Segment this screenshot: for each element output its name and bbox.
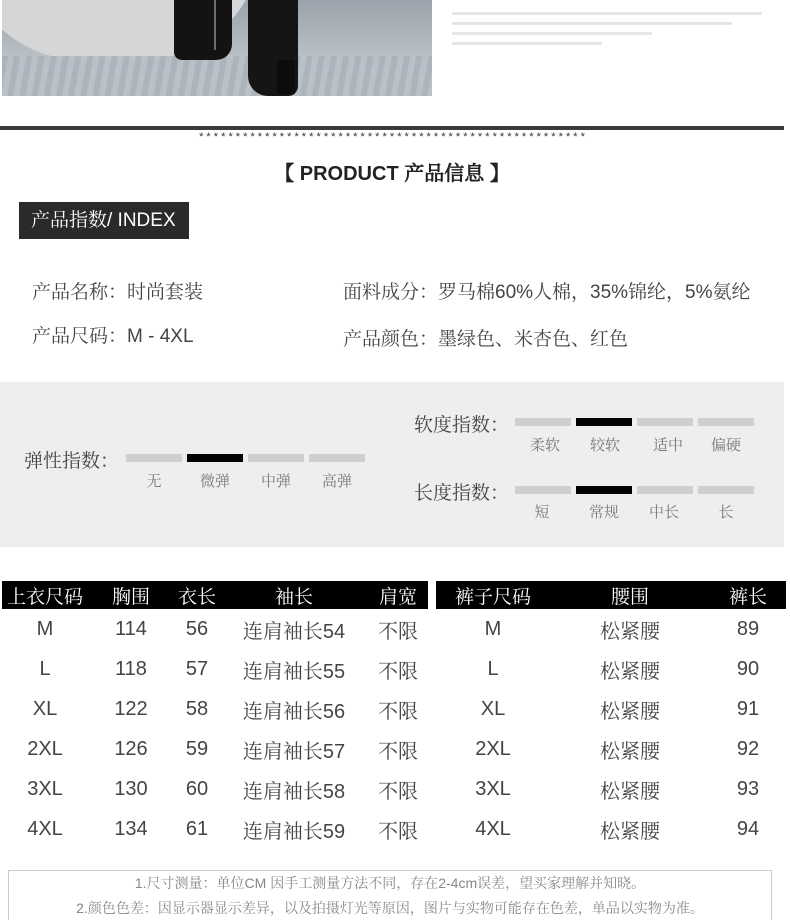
table-cell: 122	[114, 697, 148, 720]
softness-option: 柔软	[529, 437, 560, 454]
softness-option: 适中	[652, 437, 683, 454]
table-cell: 连肩袖长57	[242, 740, 346, 763]
length-option: 常规	[588, 504, 619, 521]
table-cell: M	[36, 617, 54, 640]
section-title: 【 PRODUCT 产品信息 】	[274, 163, 510, 185]
softness-bar-1	[576, 418, 632, 426]
table-cell: 连肩袖长59	[242, 820, 346, 843]
column-gap	[428, 581, 436, 609]
length-option: 短	[534, 504, 550, 521]
product-size: 产品尺码：M - 4XL	[32, 326, 194, 347]
size-table-header	[2, 581, 786, 609]
column-gap	[428, 809, 436, 849]
table-cell: 2XL	[27, 737, 63, 760]
elasticity-bar-0	[126, 454, 182, 462]
elasticity-bar-2	[248, 454, 304, 462]
table-cell: 不限	[378, 740, 418, 763]
note-line: 2.颜色色差：因显示器显示差异，以及拍摄灯光等原因，图片与实物可能存在色差，单品以实物为准。	[76, 900, 704, 916]
product-fabric: 面料成分：罗马棉60%人棉，35%锦纶，5%氨纶	[343, 282, 751, 303]
table-cell: 松紧腰	[600, 740, 660, 763]
table-cell: M	[484, 617, 502, 640]
softness-option: 较软	[589, 437, 620, 454]
table-cell: XL	[480, 697, 506, 720]
table-cell: 松紧腰	[600, 660, 660, 683]
elasticity-option: 中弹	[260, 473, 291, 490]
table-cell: 58	[185, 697, 209, 720]
length-bar-1	[576, 486, 632, 494]
boot-heel	[277, 60, 295, 94]
length-option: 中长	[648, 504, 679, 521]
softness-bar-2	[637, 418, 693, 426]
table-cell: 连肩袖长55	[242, 660, 346, 683]
table-cell: 不限	[378, 820, 418, 843]
table-cell: 松紧腰	[600, 820, 660, 843]
table-cell: 不限	[378, 660, 418, 683]
table-cell: 连肩袖长58	[242, 780, 346, 803]
table-row	[2, 769, 786, 809]
table-cell: 118	[115, 657, 147, 680]
softness-option: 偏硬	[710, 437, 741, 454]
table-cell: 134	[114, 817, 148, 840]
table-cell: 60	[185, 777, 209, 800]
column-header: 衣长	[174, 581, 220, 609]
table-cell: 不限	[378, 620, 418, 643]
column-gap	[428, 649, 436, 689]
table-cell: 松紧腰	[600, 700, 660, 723]
length-option: 长	[718, 504, 734, 521]
softness-bar-3	[698, 418, 754, 426]
product-name: 产品名称：时尚套装	[32, 282, 204, 303]
table-cell: 90	[736, 657, 760, 680]
length-bar-3	[698, 486, 754, 494]
softness-bar-0	[515, 418, 571, 426]
table-cell: 4XL	[475, 817, 511, 840]
table-cell: 89	[736, 617, 760, 640]
table-cell: 114	[115, 617, 147, 640]
table-row	[2, 609, 786, 649]
length-bar-2	[637, 486, 693, 494]
table-cell: L	[39, 657, 51, 680]
table-cell: 连肩袖长54	[242, 620, 346, 643]
table-cell: 不限	[378, 780, 418, 803]
boot-left	[174, 0, 232, 60]
table-cell: 56	[185, 617, 209, 640]
table-cell: XL	[32, 697, 58, 720]
table-cell: 2XL	[475, 737, 511, 760]
column-header: 上衣尺码	[2, 581, 88, 609]
rug-shape	[2, 56, 432, 96]
softness-label: 软度指数：	[414, 415, 510, 436]
table-cell: 松紧腰	[600, 780, 660, 803]
column-header: 腰围	[550, 581, 710, 609]
table-cell: 不限	[378, 700, 418, 723]
table-row	[2, 729, 786, 769]
length-label: 长度指数：	[414, 483, 510, 504]
column-header: 裤长	[710, 581, 786, 609]
blurred-caption-text	[452, 12, 772, 52]
column-header: 裤子尺码	[436, 581, 550, 609]
length-bar-0	[515, 486, 571, 494]
column-header: 袖长	[220, 581, 368, 609]
product-color: 产品颜色：墨绿色、米杏色、红色	[343, 329, 629, 350]
elasticity-option: 无	[146, 473, 162, 490]
elasticity-bar-3	[309, 454, 365, 462]
table-cell: 130	[114, 777, 148, 800]
table-cell: 94	[736, 817, 760, 840]
section-divider	[0, 126, 784, 130]
size-table	[2, 581, 786, 849]
table-cell: 59	[185, 737, 209, 760]
table-cell: 3XL	[27, 777, 63, 800]
star-divider: * * * * * * * * * * * * * * * * * * * * * * * * * * * * * * * * * * * * * * * * * * * * * * * * * * * * *	[199, 131, 585, 143]
product-photo	[2, 0, 432, 96]
elasticity-label: 弹性指数：	[24, 451, 120, 472]
column-header: 肩宽	[368, 581, 428, 609]
table-cell: 126	[114, 737, 148, 760]
table-cell: 93	[736, 777, 760, 800]
elasticity-option: 高弹	[321, 473, 352, 490]
elasticity-bar-1	[187, 454, 243, 462]
table-row	[2, 689, 786, 729]
index-panel	[0, 382, 784, 547]
table-cell: 4XL	[27, 817, 63, 840]
table-cell: 61	[185, 817, 209, 840]
index-tag: 产品指数/ INDEX	[19, 202, 189, 239]
notes-box	[8, 870, 772, 920]
table-cell: 91	[736, 697, 760, 720]
table-row	[2, 809, 786, 849]
table-cell: 92	[736, 737, 760, 760]
column-gap	[428, 609, 436, 649]
column-gap	[428, 769, 436, 809]
note-line: 1.尺寸测量：单位CM 因手工测量方法不同，存在2-4cm误差，望买家理解并知晓。	[134, 875, 646, 891]
table-cell: 连肩袖长56	[242, 700, 346, 723]
column-gap	[428, 689, 436, 729]
table-cell: 57	[185, 657, 209, 680]
table-cell: 3XL	[475, 777, 511, 800]
boot-zipper	[214, 0, 216, 50]
table-row	[2, 649, 786, 689]
table-cell: L	[487, 657, 499, 680]
column-header: 胸围	[88, 581, 174, 609]
elasticity-option: 微弹	[199, 473, 230, 490]
column-gap	[428, 729, 436, 769]
table-cell: 松紧腰	[600, 620, 660, 643]
